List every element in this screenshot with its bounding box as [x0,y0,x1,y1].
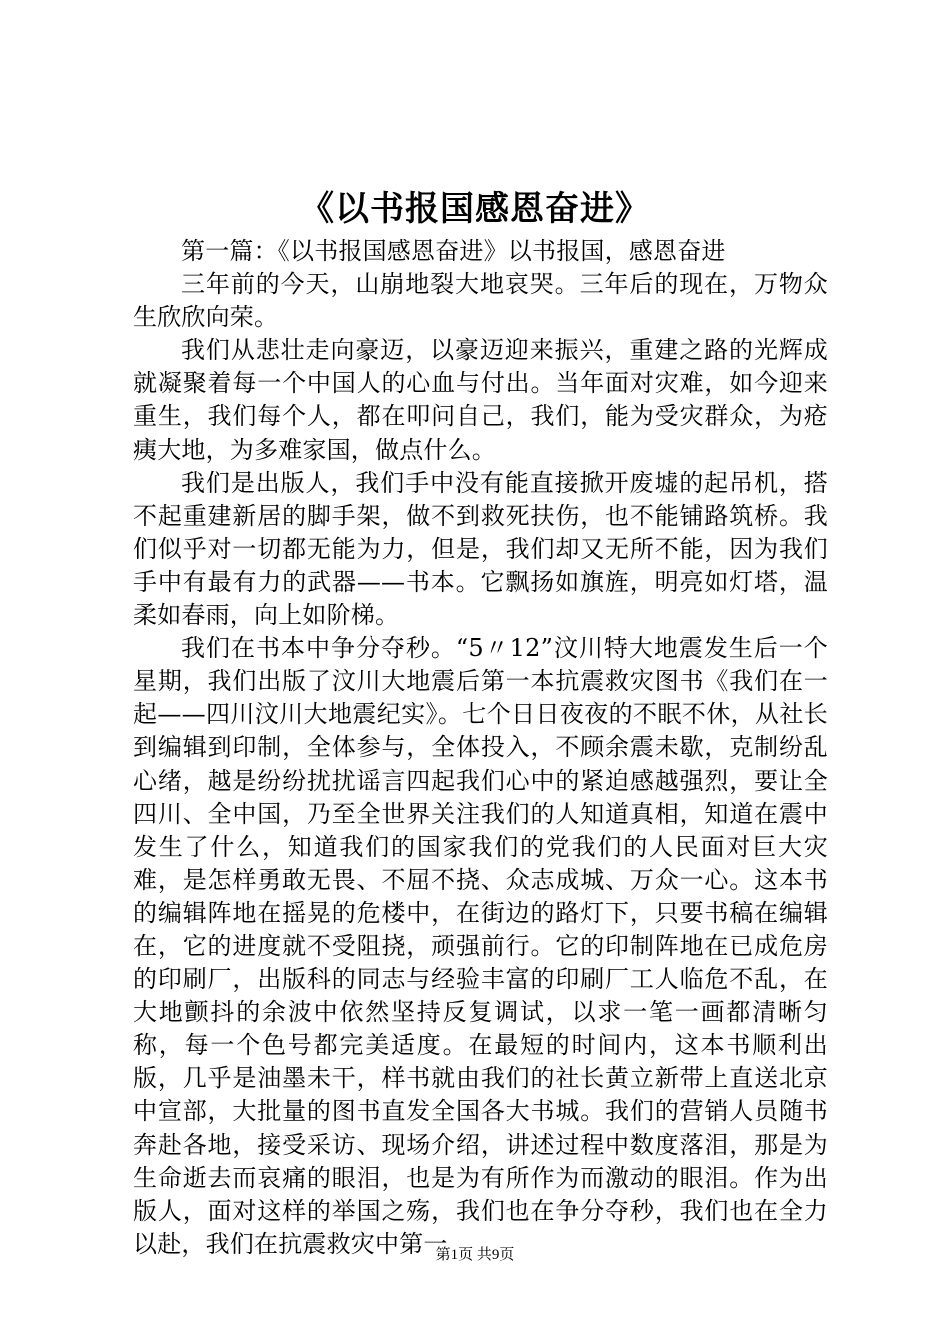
paragraph: 我们是出版人，我们手中没有能直接掀开废墟的起吊机，搭不起重建新居的脚手架，做不到救死扶伤，也不能铺路筑桥。我们似乎对一切都无能为力，但是，我们却又无所不能，因为我们手中有最有力的武器——书本。它飘扬如旗旌，明亮如灯塔，温柔如春雨，向上如阶梯。 [133,468,828,630]
paragraph: 我们从悲壮走向豪迈，以豪迈迎来振兴，重建之路的光辉成就凝聚着每一个中国人的心血与付出。当年面对灾难，如今迎来重生，我们每个人，都在叩问自己，我们，能为受灾群众，为疮痍大地，为多难家国，做点什么。 [133,336,828,464]
paragraph: 三年前的今天，山崩地裂大地哀哭。三年后的现在，万物众生欣欣向荣。 [133,270,828,332]
paragraph: 第一篇：《以书报国感恩奋进》以书报国，感恩奋进 [181,237,726,265]
document-body [133,235,828,1261]
document-title: 《以书报国感恩奋进》 [300,189,650,229]
page-footer: 第1页 共9页 [435,1247,515,1263]
paragraph: 我们在书本中争分夺秒。“5〃12”汶川特大地震发生后一个星期，我们出版了汶川大地震后第一本抗震救灾图书《我们在一起——四川汶川大地震纪实》。七个日日夜夜的不眠不休，从社长到编辑到印制，全体参与，全体投入，不顾余震未歇，克制纷乱心绪，越是纷纷扰扰谣言四起我们心中的紧迫感越强烈，要让全四川、全中国，乃至全世界关注我们的人知道真相，知道在震中发生了什么，知道我们的国家我们的党我们的人民面对巨大灾难，是怎样勇敢无畏、不屈不挠、众志成城、万众一心。这本书的编辑阵地在摇晃的危楼中，在街边的路灯下，只要书稿在编辑在，它的进度就不受阻挠，顽强前行。它的印制阵地在已成危房的印刷厂，出版科的同志与经验丰富的印刷厂工人临危不乱，在大地颤抖的余波中依然坚持反复调试，以求一笔一画都清晰匀称，每一个色号都完美适度。在最短的时间内，这本书顺利出版，几乎是油墨未干，样书就由我们的社长黄立新带上直送北京中宣部，大批量的图书直发全国各大书城。我们的营销人员随书奔赴各地，接受采访、现场介绍，讲述过程中数度落泪，那是为生命逝去而哀痛的眼泪，也是为有所作为而激动的眼泪。作为出版人，面对这样的举国之殇，我们也在争分夺秒，我们也在全力以赴，我们在抗震救灾中第一 [133,634,828,1258]
